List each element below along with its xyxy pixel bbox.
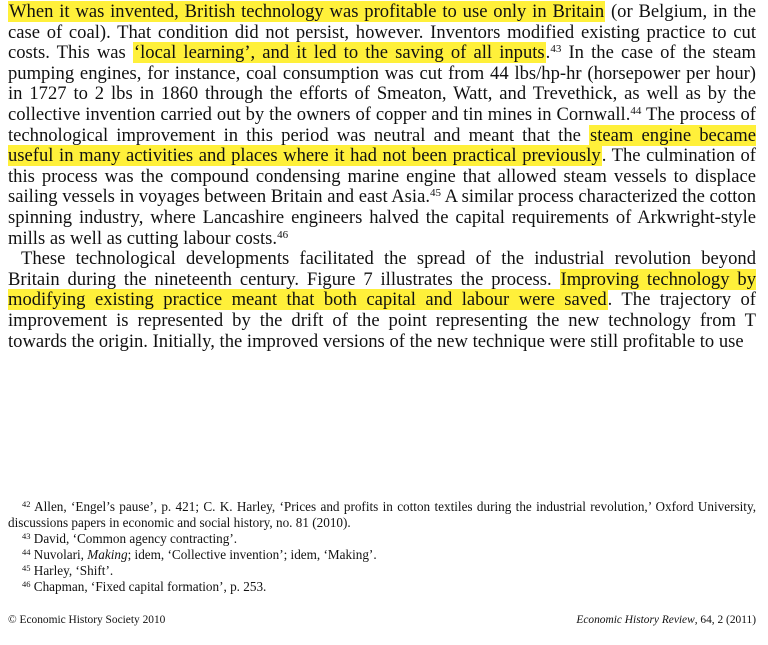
footnotes xyxy=(8,499,756,596)
footnote-46 xyxy=(8,579,756,595)
paragraph-1 xyxy=(8,2,756,249)
page-footer xyxy=(8,614,756,626)
footnote-45 xyxy=(8,563,756,579)
highlight: steam engine became useful in many activities and places where it had not been practical previously xyxy=(8,124,756,167)
text-run: In the case of the steam pumping engines, for instance, coal consumption was cut from 44 lbs/hp-hr (horsepower per hour) in 1727 to 2 lbs in 1860 through the efforts of Smeaton, Watt, and Trevethick, as well as by the collective invention carried out by the owners of copper and tin mines in Cornwall. xyxy=(8,42,756,125)
footnote-ref-43[interactable]: 43 xyxy=(550,43,562,56)
highlight: Improving technology by modifying existing practice meant that both capital and labour were saved xyxy=(8,268,756,311)
text-run: . The trajectory of improvement is represented by the drift of the point representing the new technology from T towards the origin. Initially, the improved versions of the new technique were still profitable to use xyxy=(8,289,756,352)
journal-volume: , 64, 2 (2011) xyxy=(694,614,756,626)
footnote-italic: Making xyxy=(87,547,128,563)
journal-citation xyxy=(576,614,756,626)
footnote-ref-46[interactable]: 46 xyxy=(277,228,289,241)
footnote-number: 43 xyxy=(22,531,31,542)
highlight: When it was invented, British technology was profitable to use only in Britain xyxy=(9,1,605,22)
text-run: (or Belgium, in the case of coal). That condition did not persist, however. Inventors modified existing practice to cut costs. This was xyxy=(8,1,756,64)
text-run: . The culmination of this process was the compound condensing marine engine that allowed steam vessels to displace sailing vessels in voyages between Britain and east Asia. xyxy=(8,145,756,208)
footnote-number: 45 xyxy=(22,563,31,574)
footnote-ref-45[interactable]: 45 xyxy=(429,187,441,200)
footnote-text: Nuvolari, xyxy=(30,547,88,563)
footnote-text: David, ‘Common agency contracting’. xyxy=(30,531,238,547)
footnote-text: Chapman, ‘Fixed capital formation’, p. 253. xyxy=(30,579,267,595)
footnote-text: ; idem, ‘Collective invention’; idem, ‘Making’. xyxy=(127,547,377,563)
paragraph-2 xyxy=(8,249,756,352)
footnote-number: 42 xyxy=(22,499,31,509)
text-run: The process of technological improvement in this period was neutral and meant that the xyxy=(8,103,756,146)
footnote-42 xyxy=(8,499,756,531)
highlight: ‘local learning’, and it led to the saving of all inputs xyxy=(133,42,545,64)
text-run: . xyxy=(545,42,551,64)
footnote-44 xyxy=(8,547,756,563)
copyright-notice: © Economic History Society 2010 xyxy=(8,614,166,626)
footnote-text: Harley, ‘Shift’. xyxy=(30,563,114,579)
footnote-ref-44[interactable]: 44 xyxy=(630,104,642,117)
footnote-number: 44 xyxy=(22,547,31,558)
text-run: These technological developments facilitated the spread of the industrial revolution beyond Britain during the nineteenth century. Figure 7 illustrates the process. xyxy=(8,248,756,290)
footnote-number: 46 xyxy=(22,579,31,590)
body-text xyxy=(8,2,756,352)
journal-name: Economic History Review xyxy=(576,614,695,626)
text-run: A similar process characterized the cotton spinning industry, where Lancashire engineers halved the capital requirements of Arkwright-style mills as well as cutting labour costs. xyxy=(8,186,756,249)
footnote-text: Allen, ‘Engel’s pause’, p. 421; C. K. Harley, ‘Prices and profits in cotton textiles during the industrial revolution,’ Oxford University, discussions papers in economic and social history, no. 81 (2010). xyxy=(8,499,756,531)
footnote-43 xyxy=(8,531,756,547)
